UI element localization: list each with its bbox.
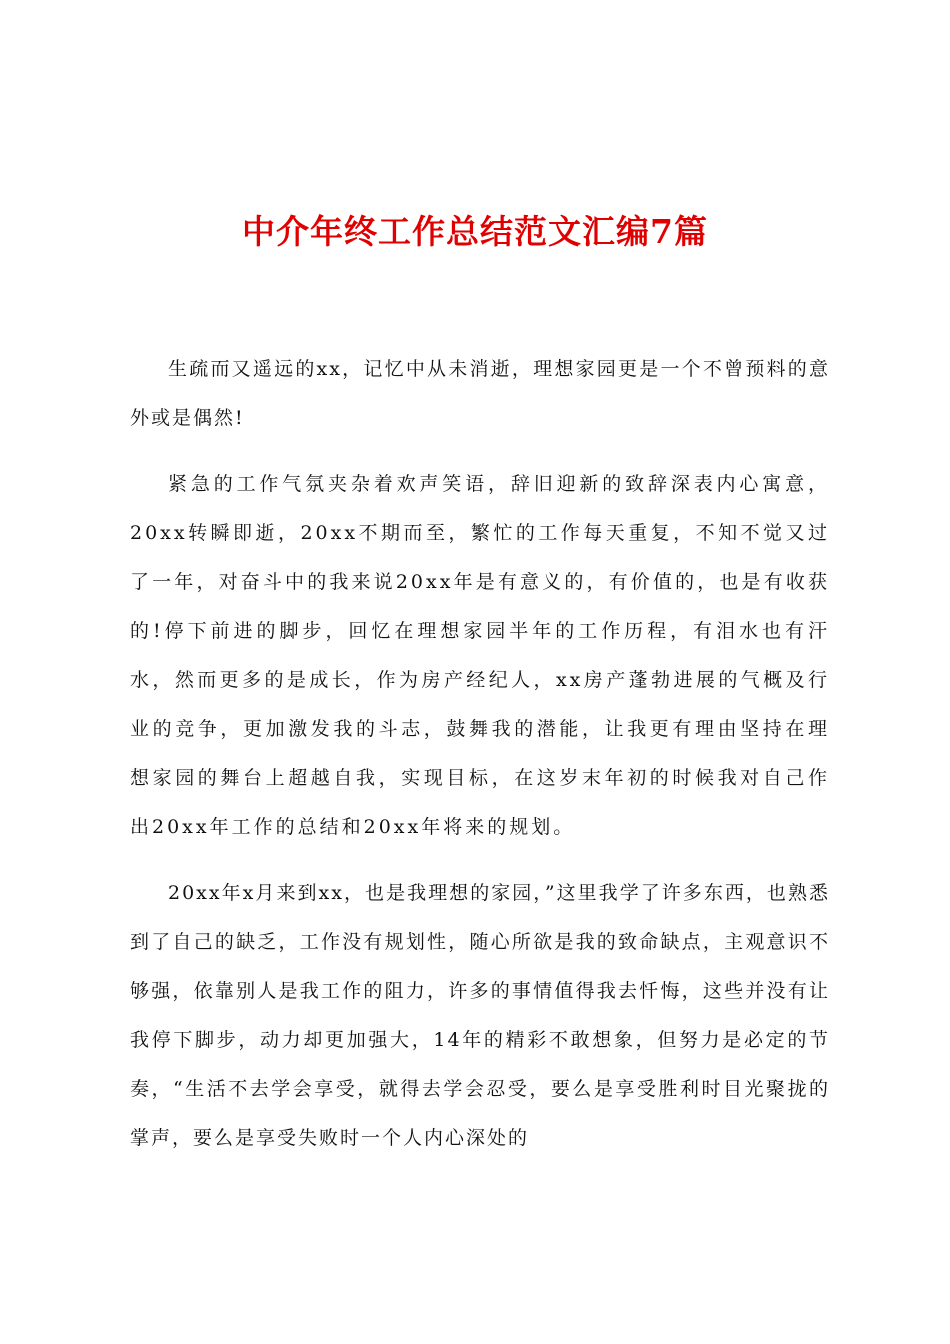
document-title: 中介年终工作总结范文汇编7篇 xyxy=(242,212,708,251)
document-body xyxy=(130,345,830,1180)
paragraph-1: 生疏而又遥远的xx，记忆中从未消逝，理想家园更是一个不曾预料的意外或是偶然! xyxy=(130,358,830,429)
paragraph-3: 20xx年x月来到xx，也是我理想的家园，”这里我学了许多东西，也熟悉到了自己的缺乏，工作没有规划性，随心所欲是我的致命缺点，主观意识不够强，依靠别人是我工作的阻力，许多的事情值得我去忏悔，这些并没有让我停下脚步，动力却更加强大，14年的精彩不敢想象，但努力是必定的节奏，“生活不去学会享受，就得去学会忍受，要么是享受胜利时目光聚拢的掌声，要么是享受失败时一个人内心深处的 xyxy=(130,882,830,1149)
paragraph-2: 紧急的工作气氛夹杂着欢声笑语，辞旧迎新的致辞深表内心寓意，20xx转瞬即逝，20xx不期而至，繁忙的工作每天重复，不知不觉又过了一年，对奋斗中的我来说20xx年是有意义的，有价值的，也是有收获的!停下前进的脚步，回忆在理想家园半年的工作历程，有泪水也有汗水，然而更多的是成长，作为房产经纪人，xx房产蓬勃进展的气概及行业的竞争，更加激发我的斗志，鼓舞我的潜能，让我更有理由坚持在理想家园的舞台上超越自我，实现目标，在这岁末年初的时候我对自己作出20xx年工作的总结和20xx年将来的规划。 xyxy=(130,473,830,838)
